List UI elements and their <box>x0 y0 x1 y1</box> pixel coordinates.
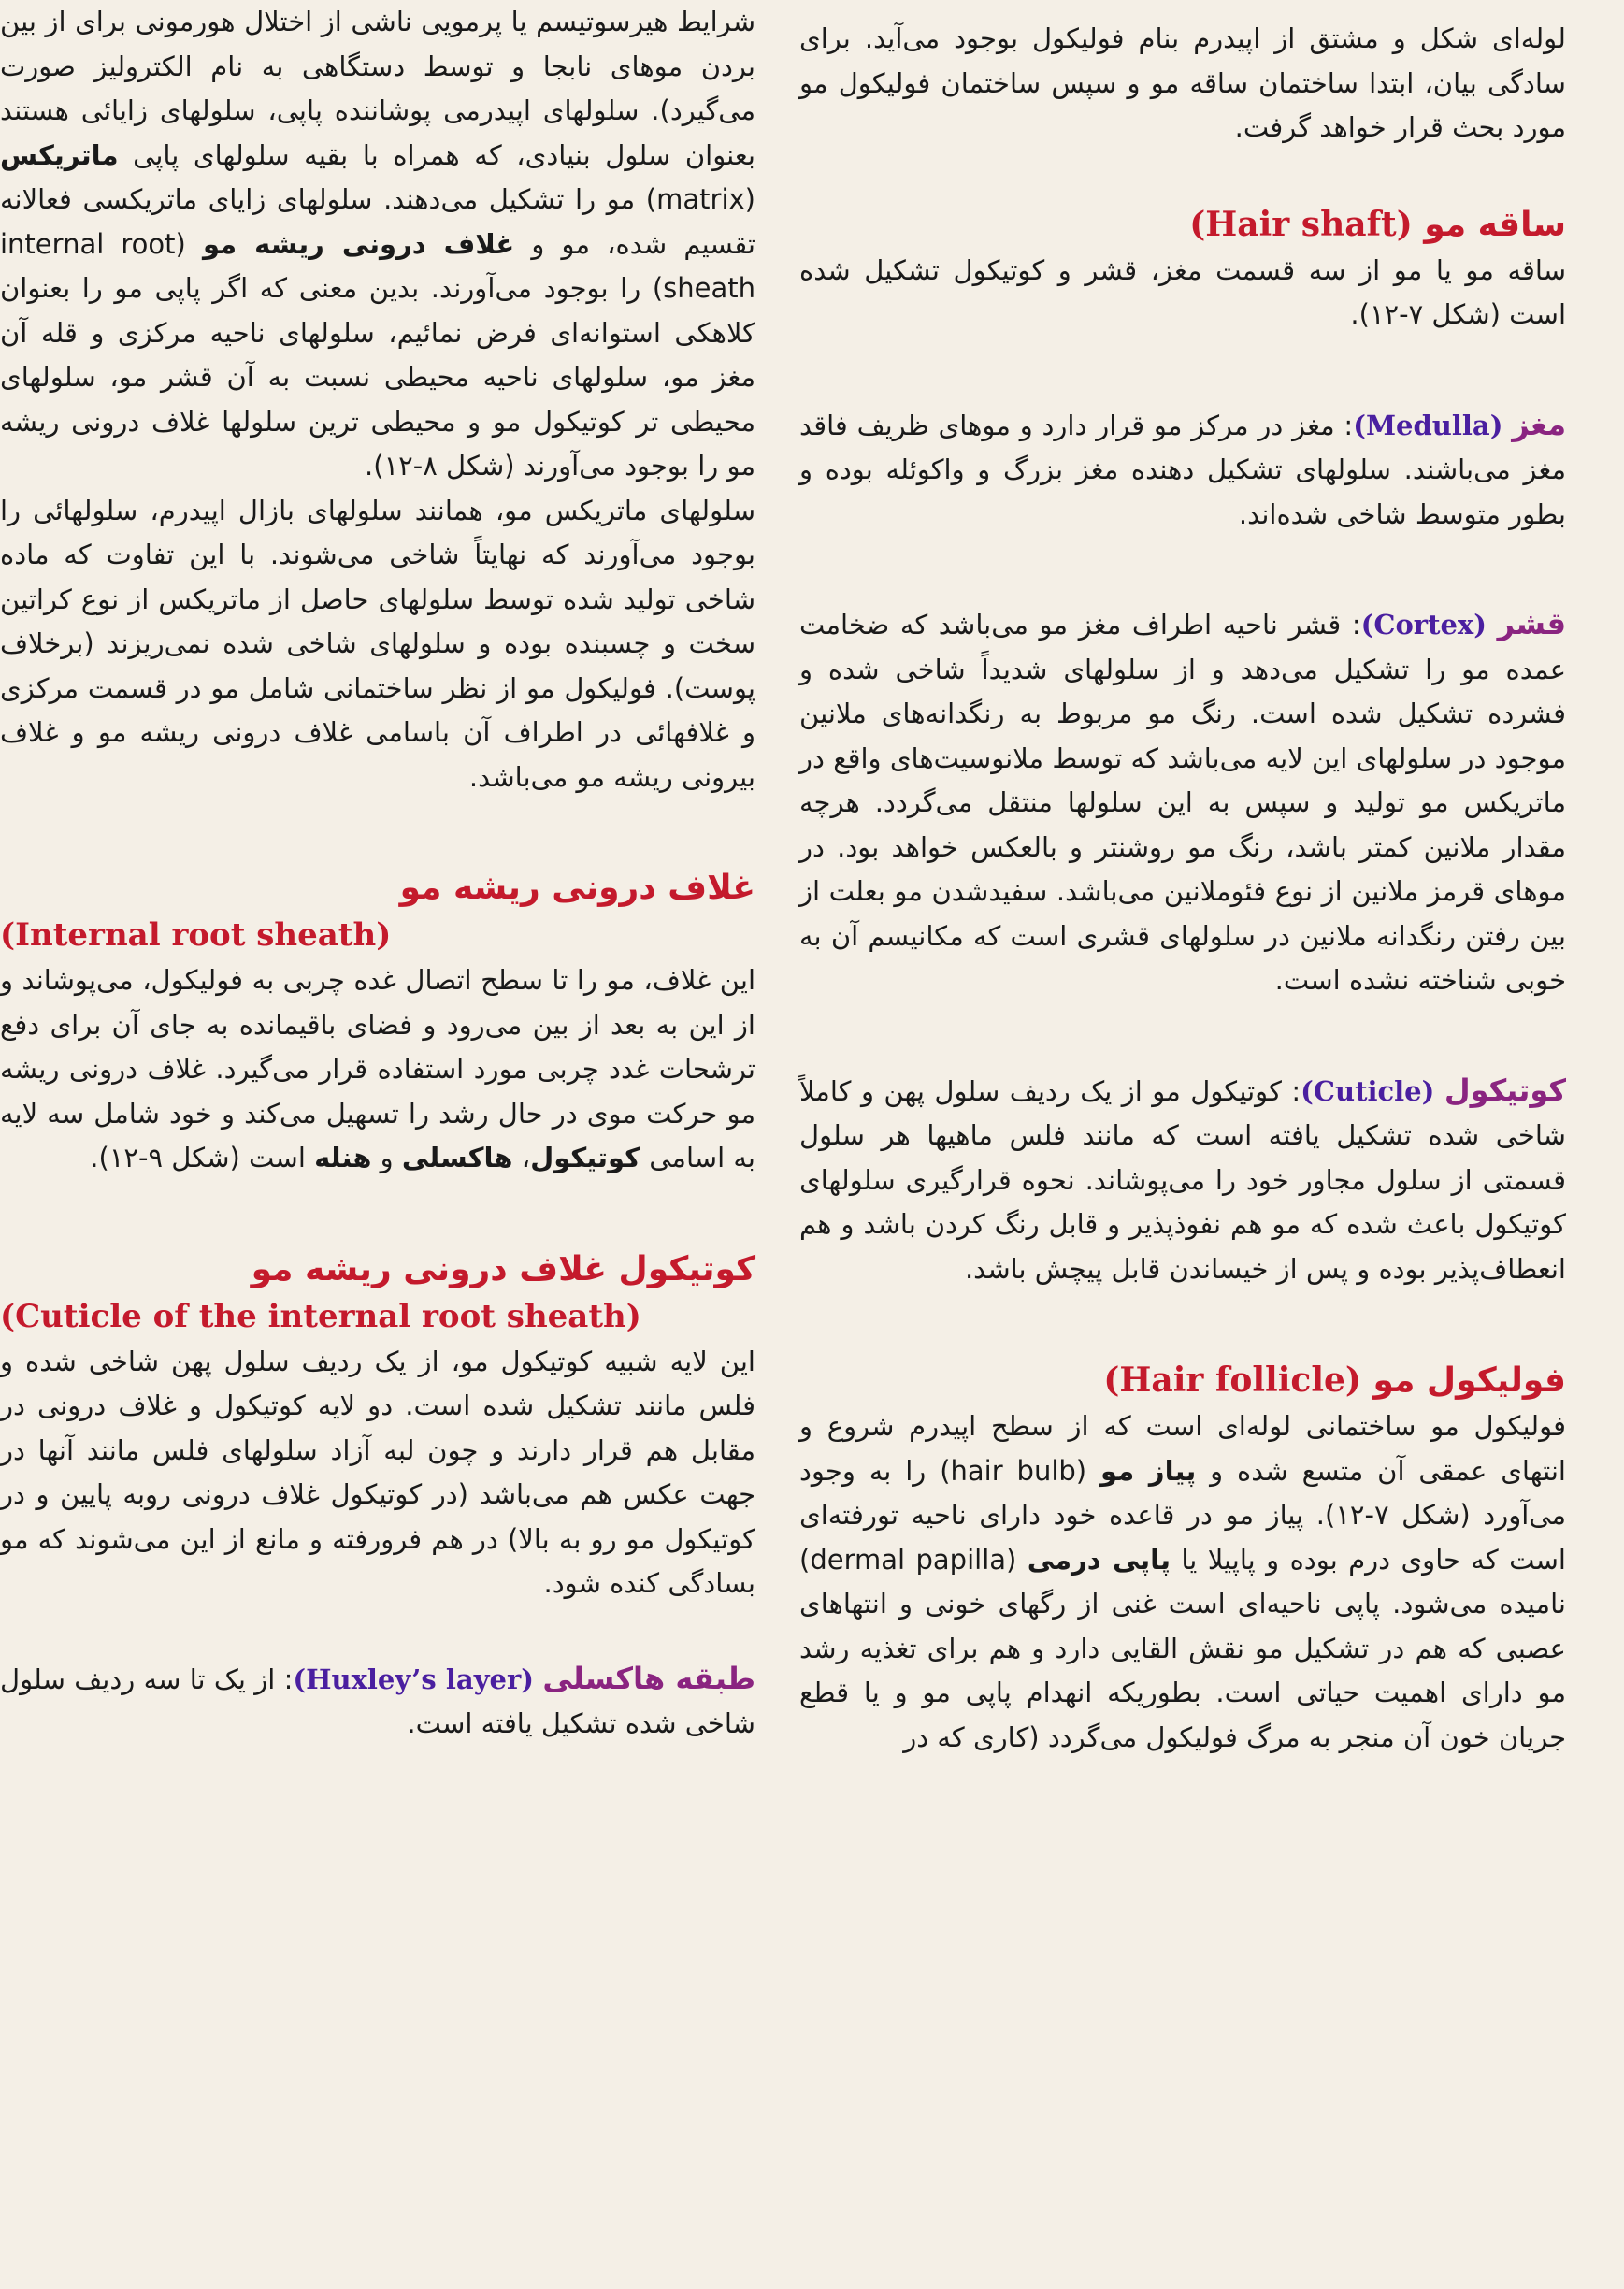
matrix-paragraph <box>0 0 755 489</box>
cortex-paragraph <box>799 602 1566 1003</box>
cortex-term-fa: قشر <box>1497 606 1567 641</box>
medulla-text: : مغز در مرکز مو قرار دارد و موهای ظریف فاقد مغز می‌باشند. سلولهای تشکیل دهنده مغز بزرگ و واکوئله بوده و بطور متوسط شاخی شده‌اند. <box>799 409 1566 530</box>
cuticle-term-en: (Cuticle) <box>1301 1074 1435 1107</box>
hair-follicle-text-a: فولیکول مو ساختمانی لوله‌ای است که از سطح اپیدرم شروع و انتهای عمقی آن متسع شده و <box>799 1410 1566 1487</box>
internal-root-sheath-heading-en: (Internal root sheath) <box>0 916 392 954</box>
matrix-text-a: شرایط هیرسوتیسم یا پرمویی ناشی از اختلال هورمونی برای از بین بردن موهای نابجا و توسط دستگاهی به نام الکترولیز صورت می‌گیرد). سلولهای اپیدرمی پوشاننده پاپی، سلولهای زایائی هستند بعنوان سلول بنیادی، که همراه با بقیه سلولهای پاپی <box>0 6 755 171</box>
cuticle-irs-heading-fa: کوتیکول غلاف درونی ریشه مو <box>251 1249 755 1288</box>
irs-henle-term: هنله <box>314 1142 372 1173</box>
huxley-term-fa: طبقه هاکسلی <box>542 1660 756 1696</box>
medulla-term-fa: مغز <box>1512 406 1567 442</box>
hair-follicle-text-b: (hair bulb) را به وجود می‌آورد (شکل ۷-۱۲). پیاز مو در قاعده خود دارای ناحیه تورفته‌ای است که حاوی درم بوده و پاپیلا یا <box>799 1454 1566 1576</box>
huxley-text: : از یک تا سه ردیف سلول شاخی شده تشکیل یافته است. <box>0 1663 755 1739</box>
matrix-text-b: (matrix) مو را تشکیل می‌دهند. سلولهای زایای ماتریکسی فعالانه تقسیم شده، مو و <box>0 183 755 260</box>
cortex-text: : قشر ناحیه اطراف مغز مو می‌باشد که ضخامت عمده مو را تشکیل می‌دهد و از سلولهای شدیداً شاخی شده و فشرده تشکیل شده است. رنگ مو مربوط به رنگدانه‌های ملانین موجود در سلولهای این لایه می‌باشد که توسط ملانوسیت‌های واقع در ماتریکس مو تولید و سپس به این سلولها منتقل می‌گردد. هرچه مقدار ملانین کمتر باشد، رنگ مو روشنتر و بالعکس خواهد بود. در موهای قرمز ملانین از نوع فئوملانین می‌باشد. سفیدشدن مو بعلت از بین رفتن رنگدانه ملانین در سلولهای قشری است که مکانیسم آن به خوبی شناخته نشده است. <box>799 609 1566 996</box>
irs-text-a: این غلاف، مو را تا سطح اتصال غده چربی به فولیکول، می‌پوشاند و از این به بعد از بین می‌رود و فضای باقیمانده به جای آن برای دفع ترشحات غدد چربی مورد استفاده قرار می‌گیرد. غلاف درونی ریشه مو حرکت موی در حال رشد را تسهیل می‌کند و خود شامل سه لایه به اسامی <box>0 964 755 1173</box>
irs-text-b: ، <box>512 1142 531 1173</box>
irs-cuticle-term: کوتیکول <box>530 1142 641 1173</box>
irs-text-d: است (شکل ۹-۱۲). <box>90 1142 315 1173</box>
hair-follicle-paragraph <box>799 1404 1566 1760</box>
huxley-paragraph <box>0 1657 755 1747</box>
matrix-text-c: (internal root sheath) را بوجود می‌آورند. بدین معنی که اگر پاپی مو را بعنوان کلاهکی استوانه‌ای فرض نمائیم، سلولهای ناحیه مرکزی و قله آن مغز مو، سلولهای ناحیه محیطی نسبت به آن قشر مو، سلولهای محیطی تر کوتیکول مو و محیطی ترین سلولها غلاف درونی ریشه مو را بوجود می‌آورند (شکل ۸-۱۲). <box>0 227 755 482</box>
hair-follicle-text-c: (dermal papilla) نامیده می‌شود. پاپی ناحیه‌ای است غنی از رگهای خونی و انتهاهای عصبی که هم در تشکیل مو نقش القایی دارد و هم برای تغذیه رشد مو دارای اهمیت حیاتی است. بطوریکه انهدام پاپی مو و یا قطع جریان خون آن منجر به مرگ فولیکول می‌گردد (کاری که در <box>799 1543 1566 1753</box>
cuticle-irs-paragraph: این لایه شبیه کوتیکول مو، از یک ردیف سلول پهن شاخی شده و فلس مانند تشکیل شده است. دو لایه کوتیکول و غلاف درونی در مقابل هم قرار دارند و چون لبه آزاد سلولهای فلس مانند آنها در جهت عکس هم می‌باشد (در کوتیکول غلاف درونی روبه پایین و در کوتیکول مو رو به بالا) در هم فرورفته و مانع از این می‌شوند که مو بسادگی کنده شود. <box>0 1345 755 1599</box>
internal-root-sheath-heading-fa: غلاف درونی ریشه مو <box>399 869 755 907</box>
cuticle-term-fa: کوتیکول <box>1444 1072 1566 1108</box>
cuticle-text: : کوتیکول مو از یک ردیف سلول پهن و کاملاً شاخی شده تشکیل یافته است که مانند فلس ماهیها هر سلول قسمتی از سلول مجاور خود را می‌پوشاند. نحوه قرارگیری سلولهای کوتیکول باعث شده که مو هم نفوذپذیر و قابل رنگ کردن باشد و هم انعطاف‌پذیر بوده و پس از خیساندن قابل پیچش باشد. <box>799 1074 1566 1285</box>
cuticle-paragraph <box>799 1069 1566 1292</box>
hair-shaft-paragraph: ساقه مو یا مو از سه قسمت مغز، قشر و کوتیکول تشکیل شده است (شکل ۷-۱۲). <box>799 253 1566 330</box>
intro-paragraph: لوله‌ای شکل و مشتق از اپیدرم بنام فولیکول بوجود می‌آید. برای سادگی بیان، ابتدا ساختمان ساقه مو و سپس ساختمان فولیکول مو مورد بحث قرار خواهد گرفت. <box>799 22 1566 143</box>
cuticle-irs-heading-en: (Cuticle of the internal root sheath) <box>0 1297 641 1335</box>
huxley-term-en: (Huxley’s layer) <box>293 1663 535 1695</box>
hair-shaft-heading <box>799 201 1566 249</box>
hair-follicle-heading <box>799 1357 1566 1404</box>
medulla-paragraph <box>799 403 1566 538</box>
medulla-term-en: (Medulla) <box>1353 409 1503 441</box>
matrix-term: ماتریکس <box>0 138 119 171</box>
internal-root-sheath-term: غلاف درونی ریشه مو <box>203 227 515 260</box>
right-column <box>799 17 1566 1760</box>
hair-shaft-heading-en: (Hair shaft) <box>1189 204 1413 244</box>
hair-follicle-heading-fa: فولیکول مو <box>1372 1361 1566 1400</box>
hair-bulb-term: پیاز مو <box>1100 1454 1197 1487</box>
hair-follicle-heading-en: (Hair follicle) <box>1103 1360 1361 1400</box>
hair-shaft-heading-fa: ساقه مو <box>1424 205 1566 244</box>
dermal-papilla-term: پاپی درمی <box>1027 1543 1171 1576</box>
internal-root-sheath-paragraph <box>0 958 755 1181</box>
irs-text-c: و <box>371 1142 402 1173</box>
irs-huxley-term: هاکسلی <box>401 1142 513 1173</box>
cortex-term-en: (Cortex) <box>1360 609 1487 641</box>
keratin-paragraph: سلولهای ماتریکس مو، همانند سلولهای بازال اپیدرم، سلولهائی را بوجود می‌آورند که نهایتاً شاخی می‌شوند. با این تفاوت که ماده شاخی تولید شده توسط سلولهای حاصل از ماتریکس از نوع کراتین سخت و چسبنده بوده و سلولهای شاخی شده نمی‌ریزند (برخلاف پوست). فولیکول مو از نظر ساختمانی شامل مو در قسمت مرکزی و غلافهائی در اطراف آن باسامی غلاف درونی ریشه مو و غلاف بیرونی ریشه مو می‌باشد. <box>0 494 755 793</box>
left-column <box>0 0 755 1747</box>
